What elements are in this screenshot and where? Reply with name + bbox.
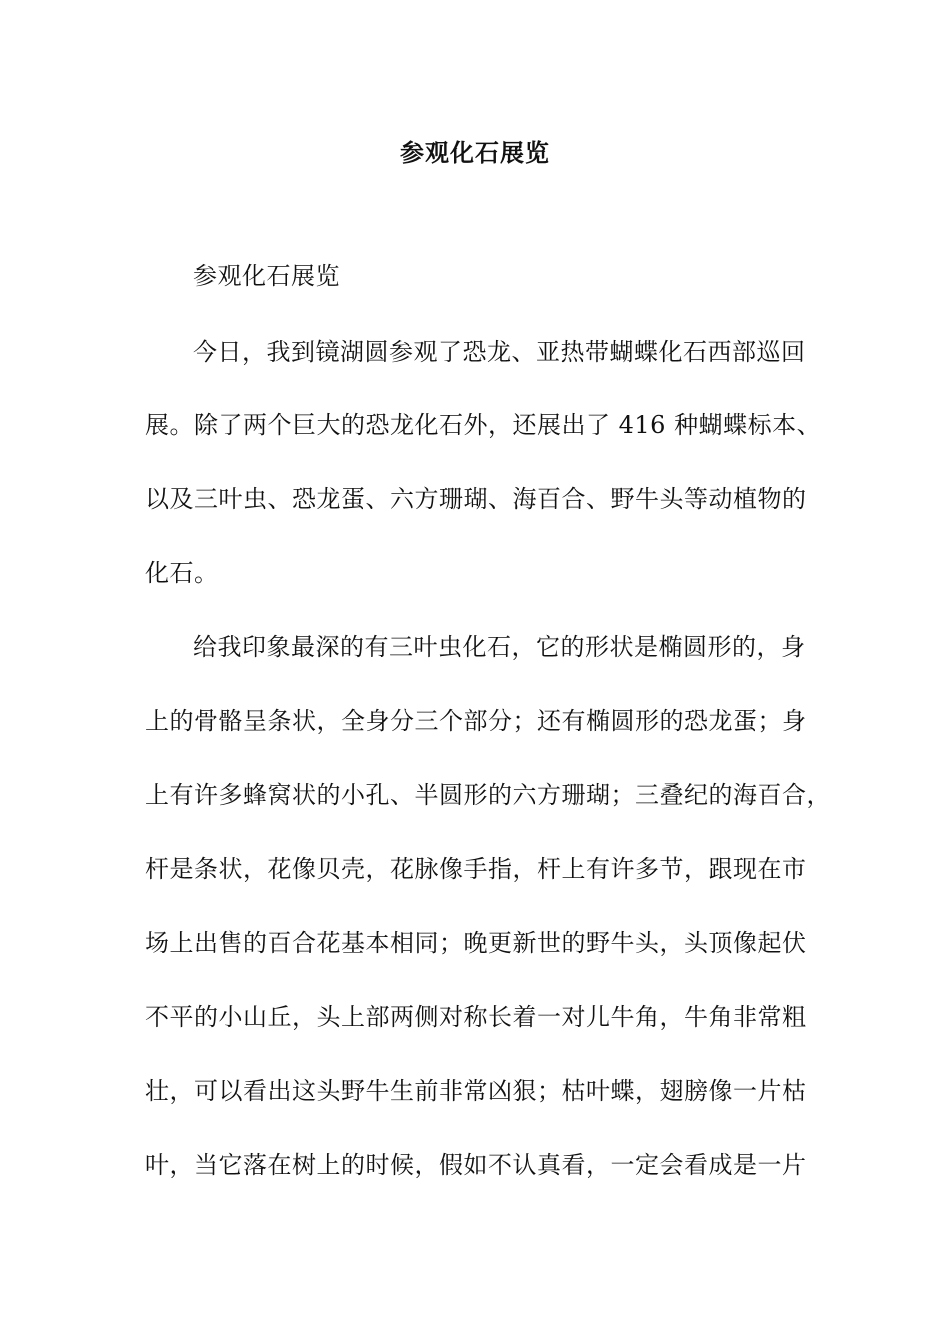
text-line: 不平的小山丘，头上部两侧对称长着一对儿牛角，牛角非常粗 [145, 1003, 807, 1031]
text-line: 上有许多蜂窝状的小孔、半圆形的六方珊瑚；三叠纪的海百合， [145, 781, 831, 809]
text-line: 给我印象最深的有三叶虫化石，它的形状是椭圆形的，身 [193, 633, 806, 661]
text-line: 化石。 [145, 559, 219, 587]
text-line: 参观化石展览 [193, 262, 340, 290]
text-line: 今日，我到镜湖圆参观了恐龙、亚热带蝴蝶化石西部巡回 [193, 338, 806, 366]
text-line: 以及三叶虫、恐龙蛋、六方珊瑚、海百合、野牛头等动植物的 [145, 485, 807, 513]
text-line: 上的骨骼呈条状，全身分三个部分；还有椭圆形的恐龙蛋；身 [145, 707, 807, 735]
document-title: 参观化石展览 [400, 138, 550, 167]
text-line: 叶，当它落在树上的时候，假如不认真看，一定会看成是一片 [145, 1151, 807, 1179]
text-line: 杆是条状，花像贝壳，花脉像手指，杆上有许多节，跟现在市 [145, 855, 807, 883]
text-line: 壮，可以看出这头野牛生前非常凶狠；枯叶蝶，翅膀像一片枯 [145, 1077, 807, 1105]
text-line: 场上出售的百合花基本相同；晚更新世的野牛头，头顶像起伏 [145, 929, 807, 957]
text-line: 展。除了两个巨大的恐龙化石外，还展出了 416 种蝴蝶标本、 [145, 411, 822, 439]
